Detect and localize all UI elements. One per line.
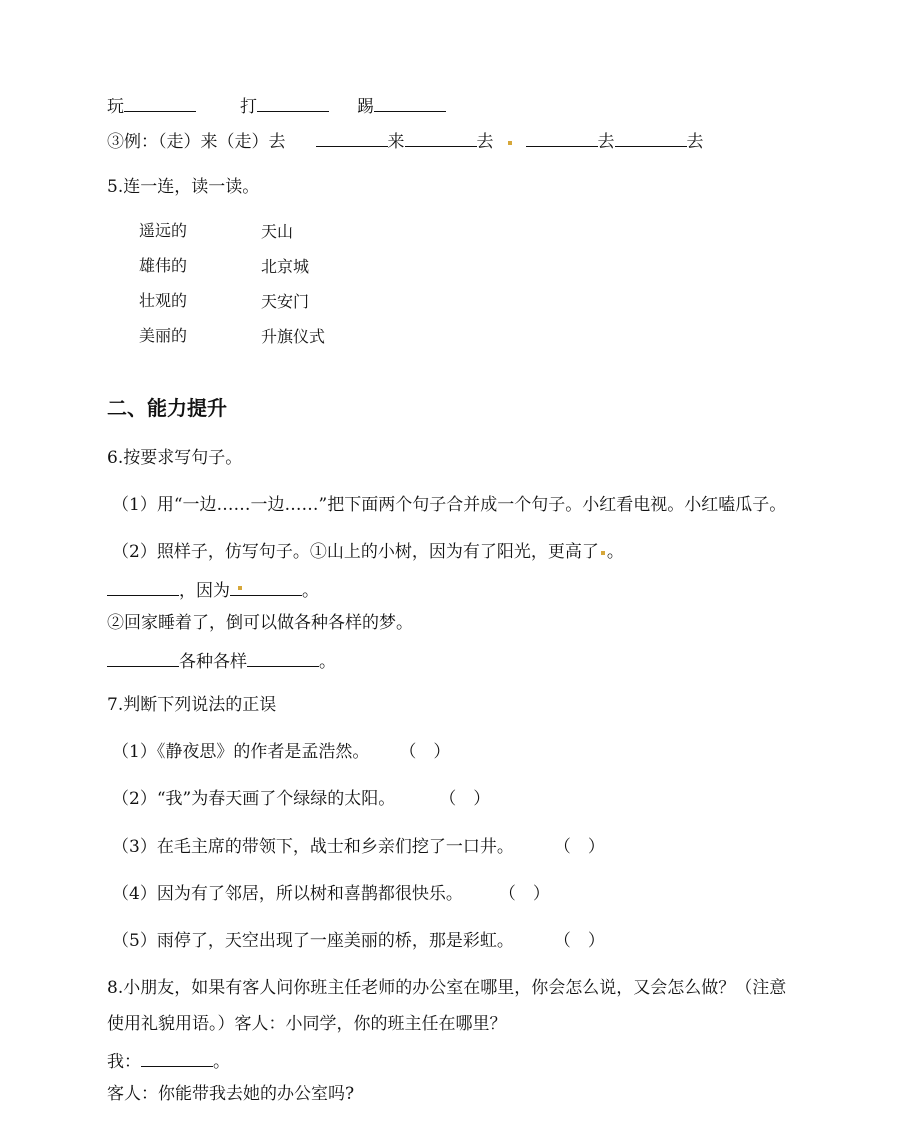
- q8-me: [107, 1048, 230, 1073]
- dot-mark: [601, 551, 605, 555]
- blank: [141, 1048, 213, 1067]
- q6-title: 6.按要求写句子。: [107, 448, 243, 468]
- blank: [230, 577, 302, 596]
- char-qu: 去: [686, 132, 704, 152]
- answer-paren: （ ）: [439, 789, 491, 809]
- match-left-3: 壮观的: [139, 291, 188, 310]
- q5-title: 5.连一连，读一读。: [107, 177, 260, 197]
- q7-item-text: （3）在毛主席的带领下，战士和乡亲们挖了一口井。: [112, 837, 514, 857]
- q7-item-text: （2）“我”为春天画了个绿绿的太阳。: [112, 789, 396, 809]
- period: 。: [606, 542, 624, 562]
- q7-item-3: [112, 836, 605, 858]
- blank: [247, 648, 319, 667]
- q7-item-text: （5）雨停了，天空出现了一座美丽的桥，那是彩虹。: [112, 931, 514, 951]
- q7-item-2: [112, 788, 490, 810]
- q8-line-2: 使用礼貌用语。）客人：小同学，你的班主任在哪里？: [107, 1014, 507, 1034]
- answer-paren: （ ）: [498, 884, 550, 904]
- q7-title: 7.判断下列说法的正误: [107, 695, 277, 715]
- q7-item-text: （1）《静夜思》的作者是孟浩然。: [112, 742, 370, 762]
- blank: [316, 128, 388, 147]
- example-text: ③例：（走）来（走）去: [107, 132, 286, 152]
- period: 。: [213, 1052, 230, 1072]
- word-row-1: [107, 93, 446, 118]
- blank: [374, 93, 446, 112]
- dot-mark: [238, 586, 242, 590]
- period: 。: [319, 652, 336, 672]
- blank: [107, 577, 179, 596]
- match-left-1: 遥远的: [139, 221, 188, 240]
- q6-fill-2: [107, 648, 336, 673]
- answer-paren: （ ）: [399, 742, 451, 762]
- char-lai: 来: [387, 132, 405, 152]
- q7-item-5: [112, 930, 605, 952]
- match-right-3: 天安门: [261, 292, 310, 311]
- char-qu: 去: [597, 132, 615, 152]
- period: 。: [302, 581, 319, 601]
- section-heading: 二、能力提升: [107, 396, 227, 420]
- fill-text: 各种各样: [179, 652, 247, 672]
- q6-fill-1: [107, 577, 319, 602]
- match-left-4: 美丽的: [139, 326, 188, 345]
- answer-paren: （ ）: [553, 837, 605, 857]
- word-ti: 踢: [357, 97, 374, 117]
- dot-mark: [508, 141, 512, 145]
- blank: [405, 128, 477, 147]
- q7-item-text: （4）因为有了邻居，所以树和喜鹊都很快乐。: [112, 884, 463, 904]
- q8-guest: 客人：你能带我去她的办公室吗?: [107, 1084, 355, 1104]
- blank: [124, 93, 196, 112]
- q6-part1: （1）用“一边……一边……”把下面两个句子合并成一个句子。小红看电视。小红嗑瓜子。: [112, 495, 787, 515]
- blank: [107, 648, 179, 667]
- answer-paren: （ ）: [553, 931, 605, 951]
- blank: [615, 128, 687, 147]
- blank: [257, 93, 329, 112]
- blank: [526, 128, 598, 147]
- word-wan: 玩: [107, 97, 124, 117]
- char-qu: 去: [476, 132, 494, 152]
- match-right-2: 北京城: [261, 257, 310, 276]
- example-row: [107, 128, 704, 153]
- q8-line-1: 8.小朋友，如果有客人问你班主任老师的办公室在哪里，你会怎么说，又会怎么做？（注意: [107, 978, 787, 998]
- q6-part3: ②回家睡着了，倒可以做各种各样的梦。: [107, 613, 413, 633]
- q6-part2: [112, 541, 624, 563]
- word-da: 打: [240, 97, 257, 117]
- q6-part2-text: （2）照样子，仿写句子。①山上的小树，因为有了阳光，更高了: [112, 542, 599, 562]
- match-right-1: 天山: [261, 222, 294, 241]
- q7-item-4: [112, 883, 550, 905]
- match-right-4: 升旗仪式: [261, 327, 326, 346]
- q7-item-1: [112, 741, 450, 763]
- speaker-me: 我：: [107, 1052, 141, 1072]
- match-left-2: 雄伟的: [139, 256, 188, 275]
- fill-text: ，因为: [179, 581, 230, 601]
